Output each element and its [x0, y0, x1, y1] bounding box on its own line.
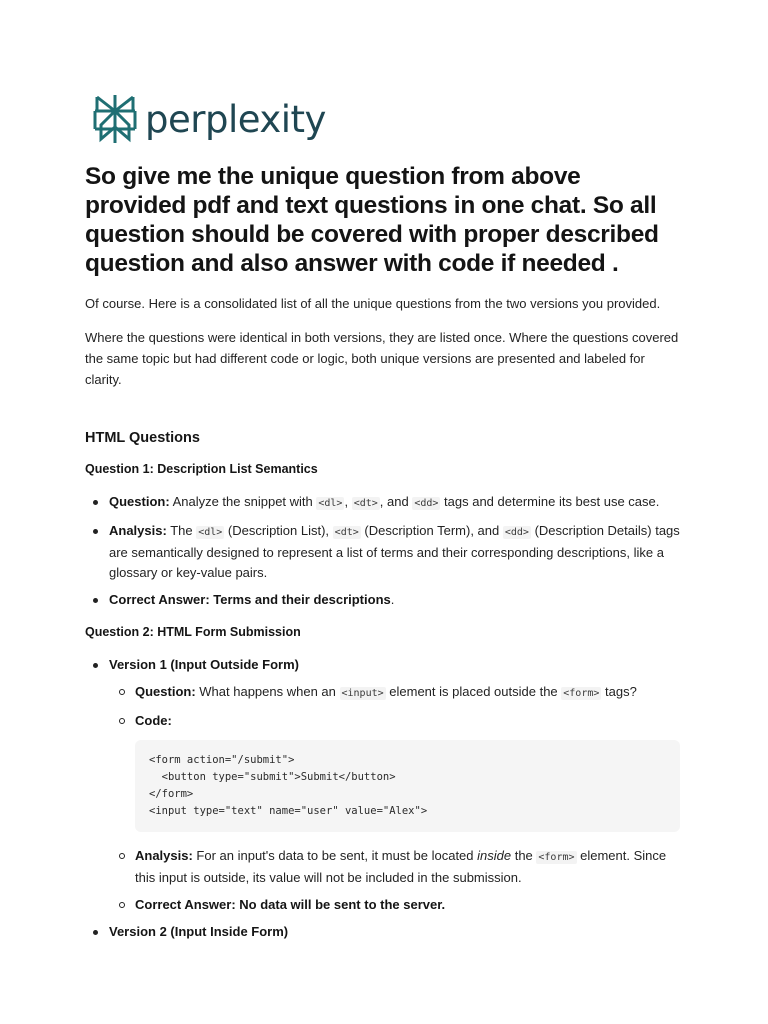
- inline-code: <dd>: [414, 498, 439, 509]
- inline-code: <dd>: [504, 527, 529, 538]
- label: Correct Answer:: [109, 592, 210, 607]
- question-1-list: [85, 492, 680, 610]
- inline-code: <dt>: [334, 527, 359, 538]
- section-heading: HTML Questions: [85, 430, 200, 446]
- inline-code: <dl>: [198, 527, 223, 538]
- document-page: [85, 92, 680, 942]
- page-title: So give me the unique question from above provided pdf and text questions in one chat. So all question should be covered with proper described question and also answer with code if needed .: [85, 163, 659, 277]
- version-2-label: Version 2 (Input Inside Form): [109, 924, 289, 939]
- inline-code: <dt>: [353, 498, 378, 509]
- question-2-heading: Question 2: HTML Form Submission: [85, 625, 301, 639]
- sublist-item: Question: What happens when an <input> element is placed outside the <form> tags?: [109, 682, 680, 704]
- inline-code: <dl>: [318, 498, 343, 509]
- logo-wordmark: perplexity: [145, 97, 326, 141]
- question-2-list: [85, 655, 680, 942]
- brand-logo: [93, 92, 680, 146]
- intro-paragraph-1: Of course. Here is a consolidated list of all the unique questions from the two versions you provided.: [85, 296, 661, 311]
- list-item: [85, 655, 680, 915]
- circle-bullet-icon: [119, 902, 125, 908]
- sublist-item: [109, 711, 680, 832]
- label: Code:: [135, 713, 172, 728]
- circle-bullet-icon: [119, 718, 125, 724]
- sublist-item: [109, 895, 680, 915]
- bullet-icon: [93, 529, 98, 534]
- label: Analysis:: [109, 523, 167, 538]
- bullet-icon: [93, 663, 98, 668]
- question-1-heading: Question 1: Description List Semantics: [85, 462, 318, 476]
- label: Analysis:: [135, 848, 193, 863]
- bullet-icon: [93, 500, 98, 505]
- perplexity-logo-icon: [93, 93, 137, 145]
- bullet-icon: [93, 930, 98, 935]
- label: Correct Answer:: [135, 897, 236, 912]
- label: Question:: [135, 684, 196, 699]
- answer-text: Terms and their descriptions: [209, 592, 391, 607]
- code-block[interactable]: <form action="/submit"> <button type="submit">Submit</button> </form> <input type="text" name="user" value="Alex">: [135, 740, 680, 832]
- inline-code: <form>: [563, 688, 600, 699]
- inline-code: <form>: [538, 852, 575, 863]
- list-item: Correct Answer: Terms and their descriptions.: [85, 590, 680, 610]
- list-item: Analysis: The <dl> (Description List), <dt> (Description Term), and <dd> (Description Details) tags are semantically designed to represent a list of terms and their corresponding descriptions, like a glossary or key-value pairs.: [85, 521, 680, 583]
- label: Question:: [109, 494, 170, 509]
- list-item: Question: Analyze the snippet with <dl> , <dt> , and <dd> tags and determine its best use case.: [85, 492, 680, 514]
- emphasis: inside: [477, 848, 512, 863]
- inline-code: <input>: [341, 688, 384, 699]
- version-1-sublist: [109, 682, 680, 915]
- list-item: [85, 922, 680, 942]
- answer-text: No data will be sent to the server.: [235, 897, 446, 912]
- intro-paragraph-2: Where the questions were identical in both versions, they are listed once. Where the questions covered the same topic but had different code or logic, both unique versions are presented and labeled for clarity.: [85, 330, 679, 387]
- version-1-label: Version 1 (Input Outside Form): [109, 657, 299, 672]
- sublist-item: Analysis: For an input's data to be sent, it must be located inside the <form> element. Since this input is outside, its value will not be included in the submission.: [109, 846, 680, 888]
- circle-bullet-icon: [119, 689, 125, 695]
- circle-bullet-icon: [119, 853, 125, 859]
- bullet-icon: [93, 598, 98, 603]
